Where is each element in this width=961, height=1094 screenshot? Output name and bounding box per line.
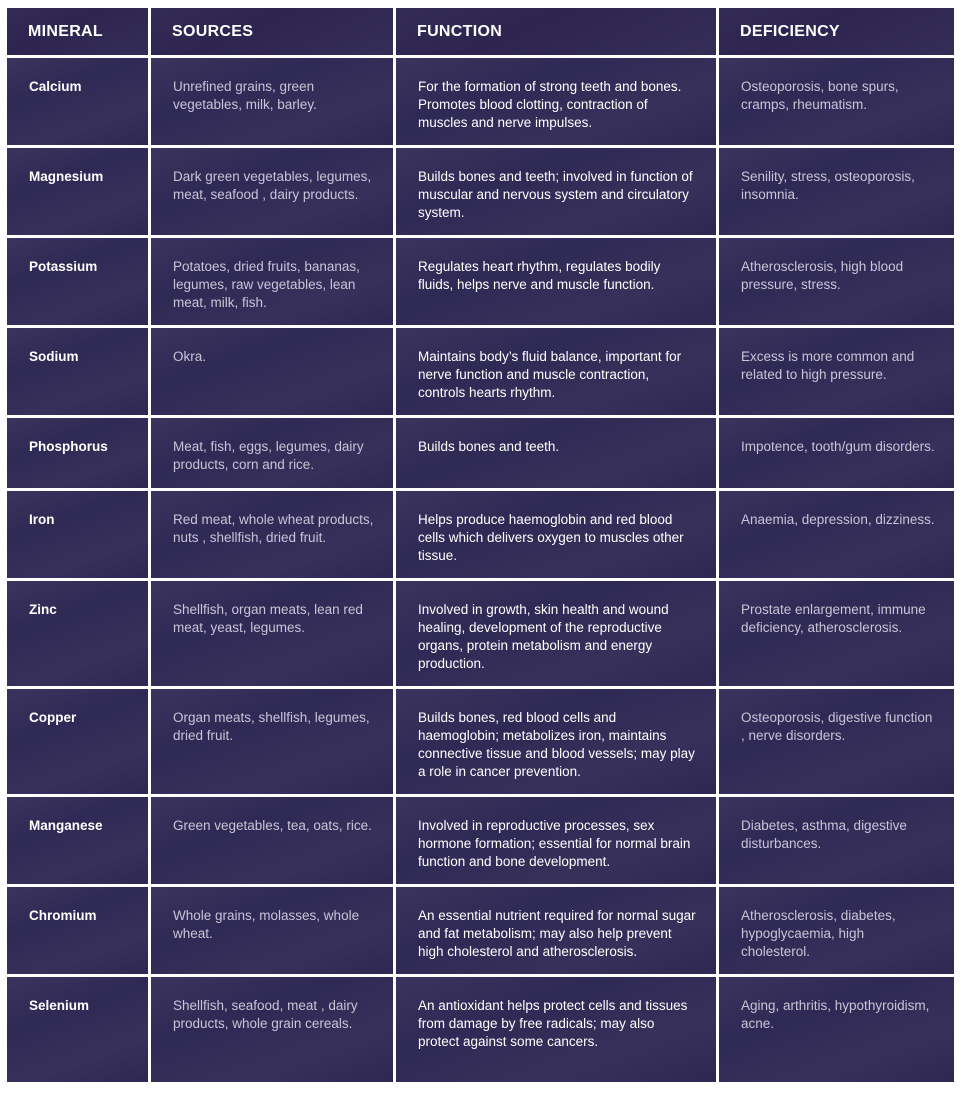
cell-function bbox=[396, 491, 716, 578]
cell-mineral bbox=[7, 977, 148, 1082]
cell-deficiency bbox=[719, 689, 954, 794]
cell-function bbox=[396, 418, 716, 488]
deficiency-text: Atherosclerosis, high blood pressure, stress. bbox=[741, 259, 904, 292]
cell-deficiency bbox=[719, 328, 954, 415]
mineral-text: Zinc bbox=[29, 602, 57, 617]
mineral-text: Calcium bbox=[29, 79, 82, 94]
deficiency-text: Impotence, tooth/gum disorders. bbox=[741, 439, 935, 454]
header-mineral-label: MINERAL bbox=[28, 22, 103, 40]
function-text: Helps produce haemoglobin and red blood cells which delivers oxygen to muscles other tissue. bbox=[418, 512, 684, 563]
header-function-label: FUNCTION bbox=[417, 22, 503, 40]
function-text: An antioxidant helps protect cells and tissues from damage by free radicals; may also protect against some cancers. bbox=[418, 998, 688, 1049]
cell-function bbox=[396, 581, 716, 686]
table-row bbox=[7, 491, 954, 578]
function-text: Regulates heart rhythm, regulates bodily fluids, helps nerve and muscle function. bbox=[418, 259, 661, 292]
mineral-text: Manganese bbox=[29, 818, 103, 833]
deficiency-text: Aging, arthritis, hypothyroidism, acne. bbox=[741, 998, 930, 1031]
table-row bbox=[7, 887, 954, 974]
mineral-text: Potassium bbox=[29, 259, 98, 274]
cell-mineral bbox=[7, 491, 148, 578]
cell-function bbox=[396, 328, 716, 415]
cell-mineral bbox=[7, 581, 148, 686]
table-row bbox=[7, 418, 954, 488]
cell-mineral bbox=[7, 797, 148, 884]
cell-deficiency bbox=[719, 887, 954, 974]
table-row bbox=[7, 977, 954, 1082]
cell-sources bbox=[151, 977, 393, 1082]
sources-text: Dark green vegetables, legumes, meat, seafood , dairy products. bbox=[173, 169, 372, 202]
cell-sources bbox=[151, 581, 393, 686]
deficiency-text: Senility, stress, osteoporosis, insomnia. bbox=[741, 169, 915, 202]
sources-text: Meat, fish, eggs, legumes, dairy products, corn and rice. bbox=[173, 439, 364, 472]
cell-deficiency bbox=[719, 418, 954, 488]
cell-deficiency bbox=[719, 148, 954, 235]
function-text: Involved in growth, skin health and wound healing, development of the reproductive organs, protein metabolism and energy production. bbox=[418, 602, 669, 671]
header-deficiency-label: DEFICIENCY bbox=[740, 22, 840, 40]
table-row bbox=[7, 148, 954, 235]
sources-text: Unrefined grains, green vegetables, milk, barley. bbox=[173, 79, 317, 112]
cell-mineral bbox=[7, 328, 148, 415]
function-text: Involved in reproductive processes, sex hormone formation; essential for normal brain function and bone development. bbox=[418, 818, 691, 869]
cell-function bbox=[396, 797, 716, 884]
deficiency-text: Osteoporosis, digestive function , nerve disorders. bbox=[741, 710, 933, 743]
sources-text: Organ meats, shellfish, legumes, dried fruit. bbox=[173, 710, 370, 743]
cell-mineral bbox=[7, 58, 148, 145]
cell-mineral bbox=[7, 689, 148, 794]
function-text: An essential nutrient required for normal sugar and fat metabolism; may also help prevent high cholesterol and atherosclerosis. bbox=[418, 908, 696, 959]
deficiency-text: Atherosclerosis, diabetes, hypoglycaemia, high cholesterol. bbox=[741, 908, 896, 959]
mineral-text: Sodium bbox=[29, 349, 79, 364]
function-text: For the formation of strong teeth and bones. Promotes blood clotting, contraction of muscles and nerve impulses. bbox=[418, 79, 682, 130]
mineral-text: Phosphorus bbox=[29, 439, 108, 454]
cell-sources bbox=[151, 418, 393, 488]
mineral-text: Copper bbox=[29, 710, 77, 725]
cell-sources bbox=[151, 887, 393, 974]
table-row bbox=[7, 797, 954, 884]
function-text: Maintains body’s fluid balance, important for nerve function and muscle contraction, controls hearts rhythm. bbox=[418, 349, 682, 400]
deficiency-text: Osteoporosis, bone spurs, cramps, rheumatism. bbox=[741, 79, 899, 112]
cell-deficiency bbox=[719, 491, 954, 578]
cell-function bbox=[396, 148, 716, 235]
cell-deficiency bbox=[719, 977, 954, 1082]
cell-deficiency bbox=[719, 238, 954, 325]
header-deficiency bbox=[719, 8, 954, 55]
sources-text: Green vegetables, tea, oats, rice. bbox=[173, 818, 372, 833]
cell-sources bbox=[151, 797, 393, 884]
cell-mineral bbox=[7, 148, 148, 235]
table-header-row bbox=[7, 8, 954, 55]
function-text: Builds bones, red blood cells and haemoglobin; metabolizes iron, maintains connective tissue and blood vessels; may play a role in cancer prevention. bbox=[418, 710, 695, 779]
header-sources-label: SOURCES bbox=[172, 22, 254, 40]
table-row bbox=[7, 238, 954, 325]
function-text: Builds bones and teeth. bbox=[418, 439, 560, 454]
header-mineral bbox=[7, 8, 148, 55]
cell-function bbox=[396, 58, 716, 145]
sources-text: Potatoes, dried fruits, bananas, legumes, raw vegetables, lean meat, milk, fish. bbox=[173, 259, 360, 310]
cell-sources bbox=[151, 148, 393, 235]
deficiency-text: Anaemia, depression, dizziness. bbox=[741, 512, 935, 527]
cell-sources bbox=[151, 491, 393, 578]
cell-sources bbox=[151, 238, 393, 325]
cell-sources bbox=[151, 689, 393, 794]
mineral-text: Selenium bbox=[29, 998, 90, 1013]
table-row bbox=[7, 581, 954, 686]
header-function bbox=[396, 8, 716, 55]
sources-text: Shellfish, seafood, meat , dairy products, whole grain cereals. bbox=[173, 998, 358, 1031]
header-sources bbox=[151, 8, 393, 55]
function-text: Builds bones and teeth; involved in function of muscular and nervous system and circulatory system. bbox=[418, 169, 693, 220]
table-row bbox=[7, 328, 954, 415]
cell-mineral bbox=[7, 887, 148, 974]
cell-function bbox=[396, 689, 716, 794]
cell-deficiency bbox=[719, 581, 954, 686]
cell-function bbox=[396, 977, 716, 1082]
mineral-text: Chromium bbox=[29, 908, 97, 923]
sources-text: Okra. bbox=[173, 349, 207, 364]
cell-deficiency bbox=[719, 797, 954, 884]
deficiency-text: Excess is more common and related to high pressure. bbox=[741, 349, 915, 382]
minerals-table-container bbox=[7, 8, 954, 1086]
deficiency-text: Diabetes, asthma, digestive disturbances. bbox=[741, 818, 907, 851]
cell-sources bbox=[151, 328, 393, 415]
cell-mineral bbox=[7, 418, 148, 488]
minerals-table bbox=[4, 5, 957, 1085]
sources-text: Shellfish, organ meats, lean red meat, yeast, legumes. bbox=[173, 602, 363, 635]
cell-deficiency bbox=[719, 58, 954, 145]
cell-function bbox=[396, 887, 716, 974]
cell-sources bbox=[151, 58, 393, 145]
cell-function bbox=[396, 238, 716, 325]
mineral-text: Iron bbox=[29, 512, 55, 527]
cell-mineral bbox=[7, 238, 148, 325]
sources-text: Whole grains, molasses, whole wheat. bbox=[173, 908, 360, 941]
mineral-text: Magnesium bbox=[29, 169, 104, 184]
deficiency-text: Prostate enlargement, immune deficiency, atherosclerosis. bbox=[741, 602, 926, 635]
table-row bbox=[7, 58, 954, 145]
sources-text: Red meat, whole wheat products, nuts , shellfish, dried fruit. bbox=[173, 512, 374, 545]
table-row bbox=[7, 689, 954, 794]
